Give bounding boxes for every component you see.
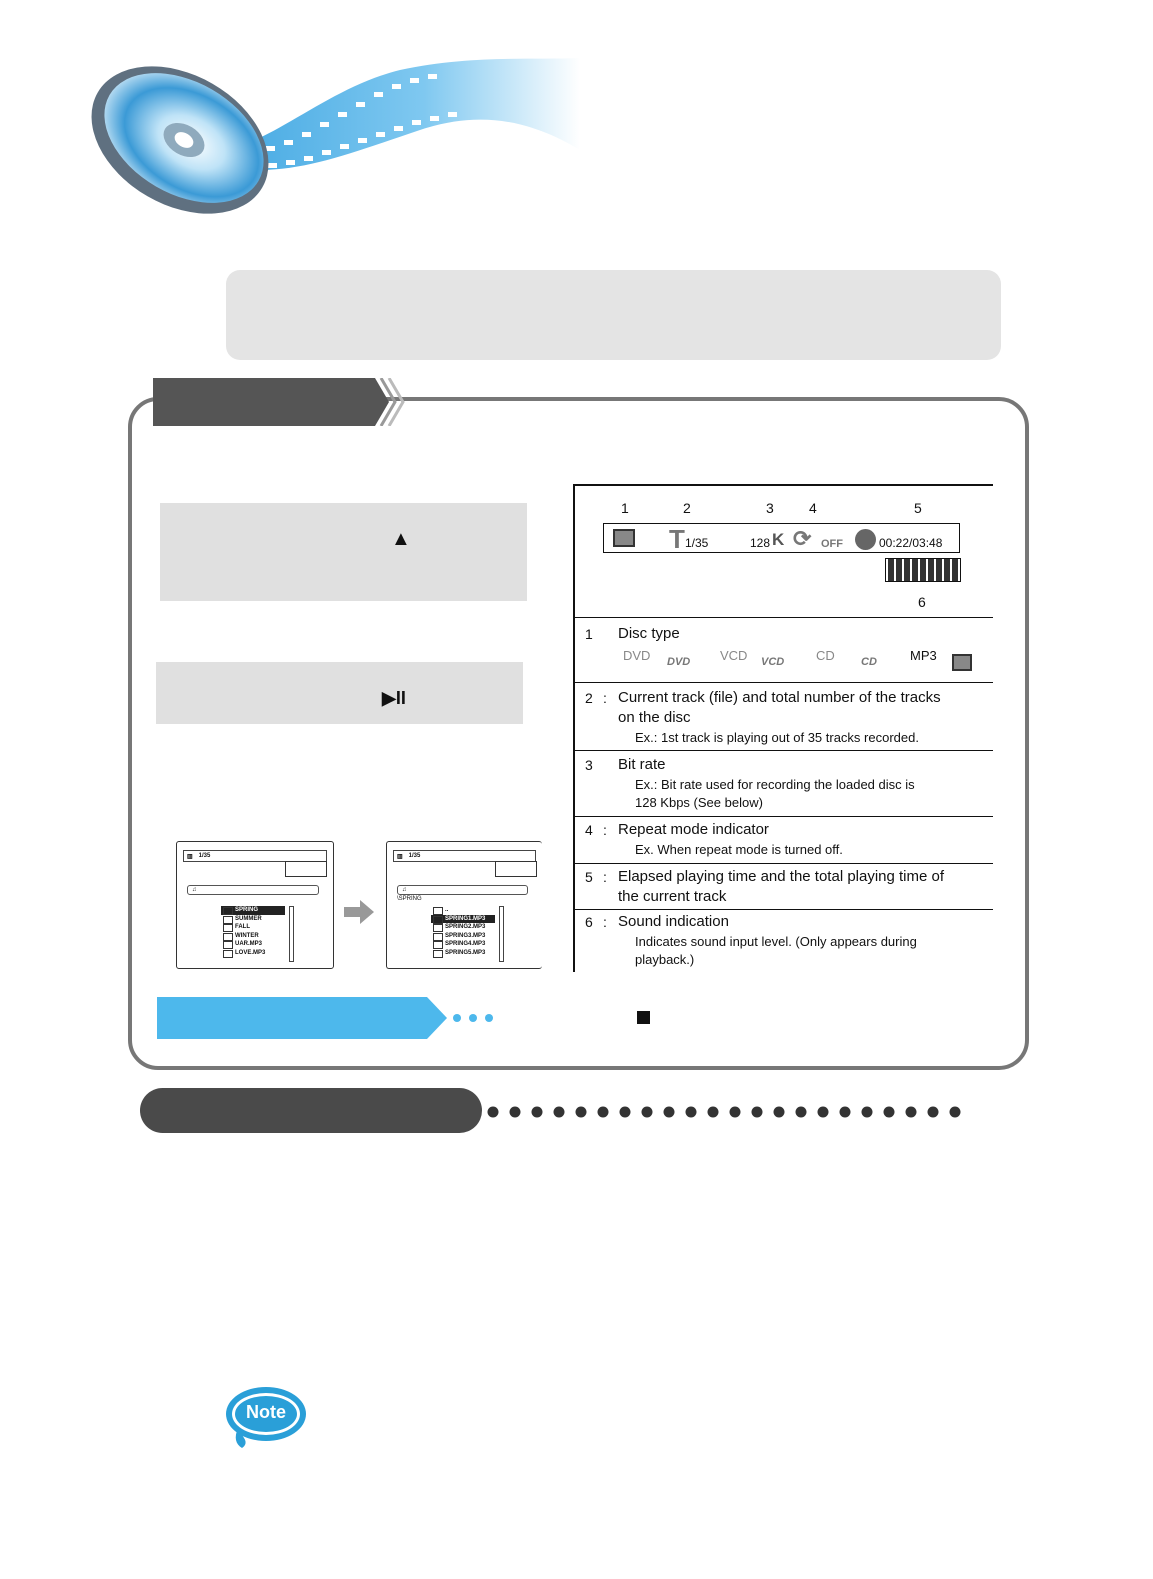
row-detail-line: Indicates sound input level. (Only appears during xyxy=(635,934,917,949)
row-detail-line: 128 Kbps (See below) xyxy=(635,795,763,810)
thumb-path-text: \SPRING xyxy=(397,896,422,902)
vcd-logo-icon: VCD xyxy=(761,656,785,668)
list-item: LOVE.MP3 xyxy=(221,949,285,958)
row-separator: : xyxy=(603,822,607,838)
disc-type-dvd: DVD xyxy=(623,648,651,663)
indicator-row-3 xyxy=(575,751,993,817)
row-detail-line: playback.) xyxy=(635,952,695,967)
indicator-row-1 xyxy=(575,618,993,683)
row-separator: : xyxy=(603,869,607,885)
screen-thumbnail-before xyxy=(176,841,334,969)
list-item: UAR.MP3 xyxy=(221,940,285,949)
section-header-pill xyxy=(140,1088,482,1133)
list-item: FALL xyxy=(221,923,285,932)
blue-step-bar xyxy=(157,997,497,1039)
list-item: SPRING4.MP3 xyxy=(431,940,495,949)
sound-level-meter xyxy=(885,558,961,582)
track-icon: T xyxy=(669,524,685,554)
disc-type-mp3: MP3 xyxy=(910,648,937,663)
mp3-icon: ▥ xyxy=(187,853,193,860)
mp3-icon: ▥ xyxy=(397,853,403,860)
row-title-line: Elapsed playing time and the total playing time of xyxy=(618,868,945,885)
list-item: WINTER xyxy=(221,932,285,941)
note-label: Note xyxy=(246,1402,286,1422)
list-item: SPRING1.MP3 xyxy=(431,915,495,924)
row-number: 5 xyxy=(585,869,593,885)
row-detail-line: Ex.: Bit rate used for recording the loaded disc is xyxy=(635,777,915,792)
repeat-status: OFF xyxy=(821,538,843,550)
list-item: SPRING5.MP3 xyxy=(431,949,495,958)
arrow-right-icon xyxy=(344,898,376,926)
callout-4: 4 xyxy=(809,500,817,516)
indicator-row-6 xyxy=(575,910,993,974)
row-number: 4 xyxy=(585,822,593,838)
list-item: SPRING2.MP3 xyxy=(431,923,495,932)
row-number: 3 xyxy=(585,757,593,773)
bitrate-unit: K xyxy=(772,530,785,549)
thumb-path-bar: ♫ xyxy=(187,885,319,895)
dotted-divider xyxy=(485,1104,975,1120)
clock-icon xyxy=(855,529,876,550)
indicator-table xyxy=(573,484,993,972)
cd-logo-icon: CD xyxy=(861,656,877,668)
play-time: 00:22/03:48 xyxy=(879,536,943,550)
bitrate-value: 128 xyxy=(750,536,771,550)
dvd-logo-icon: DVD xyxy=(667,656,691,668)
list-item: SPRING3.MP3 xyxy=(431,932,495,941)
row-detail: Ex.: 1st track is playing out of 35 tracks recorded. xyxy=(635,730,919,745)
step1-box xyxy=(160,503,527,601)
thumb-track: 1/35 xyxy=(198,853,211,859)
callout-2: 2 xyxy=(683,500,691,516)
list-item: SUMMER xyxy=(221,915,285,924)
callout-1: 1 xyxy=(621,500,629,516)
indicator-row-4 xyxy=(575,817,993,864)
indicator-row-2 xyxy=(575,683,993,751)
stop-icon xyxy=(637,1011,650,1024)
screen-thumbnail-after xyxy=(386,841,542,969)
row-title-line: the current track xyxy=(618,888,727,905)
indicator-diagram xyxy=(575,486,993,618)
row-title-line: on the disc xyxy=(618,709,691,726)
thumb-tv-box xyxy=(285,861,327,877)
note-badge xyxy=(224,1384,308,1454)
repeat-icon: ⟳ xyxy=(793,526,812,551)
indicator-row-5 xyxy=(575,864,993,910)
title-banner xyxy=(226,270,1001,360)
list-item: SPRING xyxy=(221,906,285,915)
row-separator: : xyxy=(603,690,607,706)
row-title: Sound indication xyxy=(618,913,729,930)
callout-6: 6 xyxy=(918,594,926,610)
disc-type-vcd: VCD xyxy=(720,648,748,663)
row-number: 6 xyxy=(585,914,593,930)
thumb-scrollbar xyxy=(289,906,294,962)
mp3-icon xyxy=(613,529,635,547)
thumb-file-list xyxy=(431,906,495,958)
thumb-scrollbar xyxy=(499,906,504,962)
disc-type-cd: CD xyxy=(816,648,835,663)
row-number: 2 xyxy=(585,690,593,706)
mp3-icon xyxy=(952,654,972,671)
step2-box xyxy=(156,662,523,724)
thumb-tv-box xyxy=(495,861,537,877)
disc-filmstrip-header-art xyxy=(80,50,600,230)
row-title: Repeat mode indicator xyxy=(618,821,769,838)
thumb-track: 1/35 xyxy=(408,853,421,859)
row-title: Bit rate xyxy=(618,756,666,773)
track-count: 1/35 xyxy=(685,536,709,550)
thumb-path-bar: ♫ xyxy=(397,885,528,895)
callout-3: 3 xyxy=(766,500,774,516)
callout-5: 5 xyxy=(914,500,922,516)
thumb-file-list xyxy=(221,906,285,958)
panel-tab xyxy=(153,378,413,426)
row-number: 1 xyxy=(585,626,593,642)
row-title-line: Current track (file) and total number of the tracks xyxy=(618,689,941,706)
row-separator: : xyxy=(603,914,607,930)
row-detail: Ex. When repeat mode is turned off. xyxy=(635,842,843,857)
list-item: .. xyxy=(431,906,495,915)
row-title: Disc type xyxy=(618,625,680,642)
eject-icon: ▲ xyxy=(391,528,411,550)
play-pause-icon: ▶II xyxy=(382,688,406,708)
